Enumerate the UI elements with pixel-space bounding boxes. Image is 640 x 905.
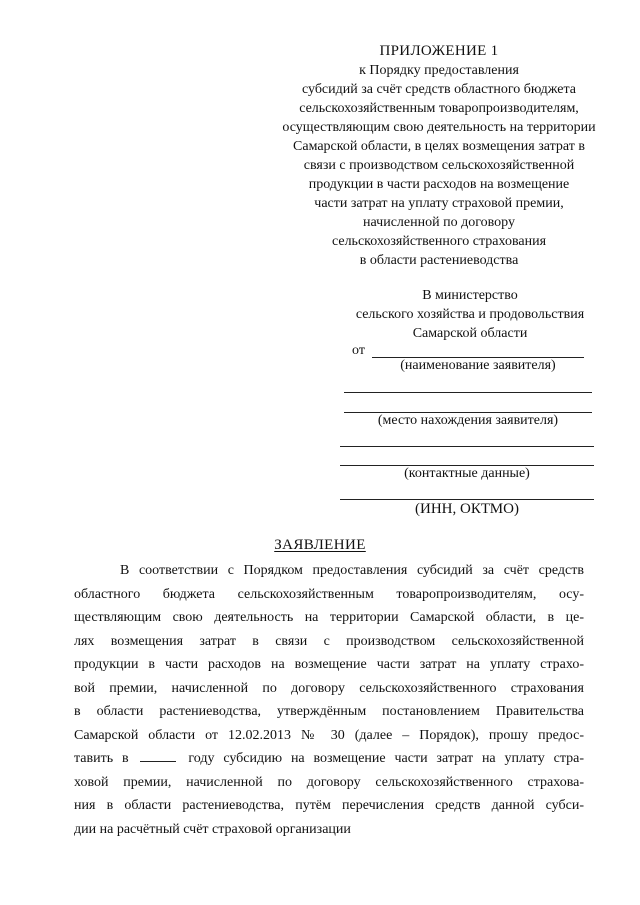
appendix-line: субсидий за счёт средств областного бюджета <box>301 82 577 97</box>
appendix-header <box>260 42 618 270</box>
year-blank-field[interactable] <box>140 749 176 762</box>
document-title <box>0 537 640 554</box>
body-line: Самарской области от 12.02.2013 № 30 (далее – Порядок), прошу предос- <box>74 727 584 743</box>
body-text-after-year: году субсидию на возмещение части затрат на уплату стра- <box>188 751 585 766</box>
body-line: дии на расчётный счёт страховой организации <box>74 821 351 837</box>
body-line: вой премии, начисленной по договору сельскохозяйственного страхования <box>74 680 584 696</box>
appendix-line: части затрат на уплату страховой премии, <box>314 196 564 211</box>
appendix-line: продукции в части расходов на возмещение <box>308 177 570 192</box>
body-line: областного бюджета сельскохозяйственным товаропроизводителям, осу- <box>74 586 584 602</box>
body-line: ния в области растениеводства, путём перечисления средств данной субси- <box>74 798 584 813</box>
appendix-line: к Порядку предоставления <box>359 63 519 78</box>
location-field-line-1[interactable] <box>344 392 592 393</box>
addressee-line: В министерство <box>422 288 518 303</box>
appendix-line: связи с производством сельскохозяйственной <box>303 158 575 173</box>
contacts-field-line-1[interactable] <box>340 446 594 447</box>
inn-caption: (ИНН, ОКТМО) <box>415 501 519 517</box>
appendix-line: осуществляющим свою деятельность на территории <box>282 120 596 135</box>
applicant-name-caption: (наименование заявителя) <box>400 358 556 373</box>
addressee-block <box>330 286 610 343</box>
body-line: в области растениеводства, утверждённым постановлением Правительства <box>74 704 584 719</box>
contacts-caption: (контактные данные) <box>404 466 530 481</box>
body-text-before-year: тавить в <box>74 751 129 766</box>
addressee-line: сельского хозяйства и продовольствия <box>355 307 585 322</box>
body-line: В соответствии с Порядком предоставления субсидий за счёт средств <box>120 563 584 578</box>
body-line: продукции в части расходов на возмещение части затрат на уплату страхо- <box>74 657 584 672</box>
document-title-text: ЗАЯВЛЕНИЕ <box>274 537 366 553</box>
appendix-line: сельскохозяйственного страхования <box>331 234 547 249</box>
appendix-line: сельскохозяйственным товаропроизводителям, <box>299 101 579 116</box>
body-line: лях возмещения затрат в связи с производством сельскохозяйственной <box>74 633 584 649</box>
appendix-heading: ПРИЛОЖЕНИЕ 1 <box>379 43 499 59</box>
body-line: ховой премии, начисленной по договору сельскохозяйственного страхова- <box>74 774 584 790</box>
application-body <box>74 559 584 841</box>
from-label: от <box>352 343 365 358</box>
addressee-line: Самарской области <box>412 326 528 341</box>
body-line-year <box>74 747 584 771</box>
location-caption: (место нахождения заявителя) <box>377 413 559 428</box>
inn-field[interactable] <box>340 499 594 500</box>
appendix-line: в области растениеводства <box>359 253 519 268</box>
appendix-line: начисленной по договору <box>363 215 515 230</box>
appendix-line: Самарской области, в целях возмещения затрат в <box>293 139 585 154</box>
body-line: ществляющим свою деятельность на территории Самарской области, в це- <box>74 610 584 625</box>
